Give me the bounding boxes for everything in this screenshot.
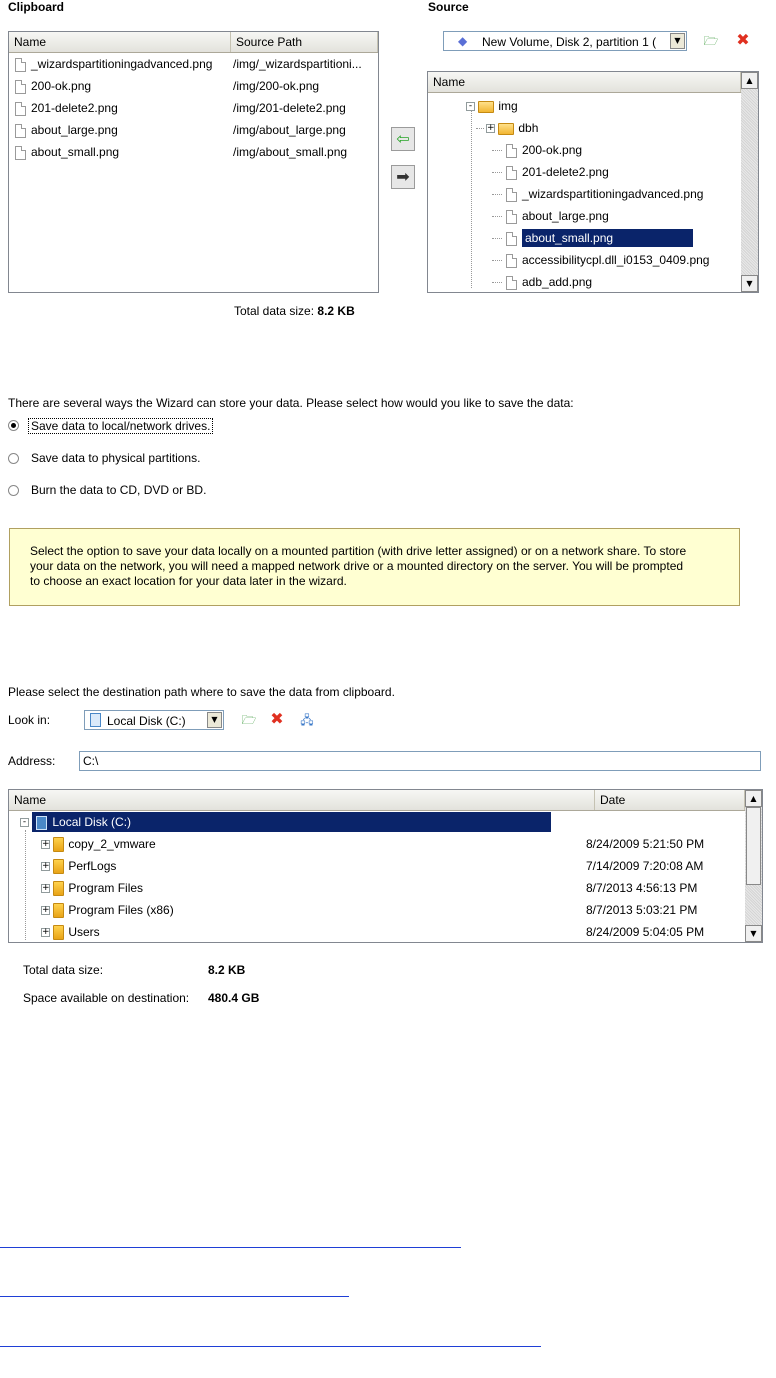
- address-value: C:\: [83, 754, 99, 768]
- drive-icon: [36, 816, 47, 830]
- file-icon: [506, 254, 517, 268]
- file-icon: [506, 210, 517, 224]
- tree-item-selected[interactable]: about_small.png: [506, 228, 693, 248]
- link-underline[interactable]: [0, 1247, 461, 1248]
- destination-scrollbar[interactable]: [745, 790, 762, 942]
- chevron-down-icon[interactable]: ▼: [207, 712, 222, 728]
- collapse-icon[interactable]: -: [20, 818, 29, 827]
- column-name[interactable]: Name: [428, 72, 741, 92]
- tree-item[interactable]: + copy_2_vmware: [42, 837, 156, 851]
- option-burn-disc-label[interactable]: Burn the data to CD, DVD or BD.: [31, 483, 207, 497]
- tree-item-img[interactable]: - img: [466, 96, 518, 116]
- tree-item[interactable]: 201-delete2.png: [506, 162, 609, 182]
- destination-tree[interactable]: [8, 789, 763, 943]
- tree-item-date: 7/14/2009 7:20:08 AM: [586, 859, 704, 873]
- storage-intro: There are several ways the Wizard can store your data. Please select how would you like to save the data:: [8, 396, 574, 410]
- scroll-thumb[interactable]: [746, 807, 761, 885]
- column-source-path[interactable]: Source Path: [231, 32, 378, 52]
- option-physical-partitions-label[interactable]: Save data to physical partitions.: [31, 451, 201, 465]
- scroll-up-icon[interactable]: ▲: [745, 790, 762, 807]
- destination-intro: Please select the destination path where to save the data from clipboard.: [8, 685, 395, 699]
- scroll-down-icon[interactable]: ▼: [745, 925, 762, 942]
- option-local-network-label[interactable]: Save data to local/network drives.: [28, 418, 213, 434]
- red-x-icon: ✖: [736, 30, 750, 49]
- file-icon: [506, 232, 517, 246]
- list-item-path: /img/201-delete2.png: [233, 101, 346, 115]
- red-x-icon: ✖: [270, 709, 284, 728]
- list-item-path: /img/200-ok.png: [233, 79, 320, 93]
- address-label: Address:: [8, 754, 56, 768]
- list-item-path: /img/about_large.png: [233, 123, 346, 137]
- expand-icon[interactable]: +: [42, 883, 50, 894]
- list-item[interactable]: 200-ok.png: [15, 76, 91, 96]
- file-icon: [506, 276, 517, 290]
- look-in-label: Look in:: [8, 713, 51, 727]
- tree-item-dbh[interactable]: + dbh: [487, 121, 539, 135]
- clipboard-title: Clipboard: [8, 0, 64, 14]
- column-date[interactable]: Date: [595, 790, 745, 810]
- scroll-up-icon[interactable]: ▲: [741, 72, 758, 89]
- clipboard-list[interactable]: [8, 31, 379, 293]
- clipboard-total: [234, 304, 355, 318]
- expand-icon[interactable]: +: [487, 123, 495, 134]
- volume-icon: ◆: [458, 34, 468, 48]
- folder-icon: [53, 903, 64, 918]
- hint-line: to choose an exact location for your data later in the wizard.: [30, 574, 347, 588]
- list-item-path: /img/_wizardspartitioni...: [233, 57, 362, 71]
- tree-item[interactable]: + Users: [42, 925, 100, 939]
- tree-item[interactable]: + PerfLogs: [42, 859, 117, 873]
- scroll-down-icon[interactable]: ▼: [741, 275, 758, 292]
- dest-total-value: 8.2 KB: [208, 963, 246, 977]
- list-item[interactable]: _wizardspartitioningadvanced.png: [15, 54, 212, 74]
- tree-item-date: 8/7/2013 4:56:13 PM: [586, 881, 698, 895]
- expand-icon[interactable]: +: [42, 839, 50, 850]
- green-left-arrow-icon: ⇦: [396, 129, 410, 148]
- list-item[interactable]: about_large.png: [15, 120, 118, 140]
- tree-item-local-disk[interactable]: [20, 812, 551, 832]
- expand-icon[interactable]: +: [42, 905, 50, 916]
- radio-local-network[interactable]: [8, 420, 19, 431]
- source-volume-select[interactable]: [443, 31, 687, 51]
- dest-total-label: Total data size:: [23, 963, 104, 977]
- look-in-select[interactable]: [84, 710, 224, 730]
- link-underline[interactable]: [0, 1346, 541, 1347]
- total-label: Total data size:: [234, 304, 315, 318]
- gray-right-arrow-icon: ➡: [396, 167, 410, 186]
- radio-burn-disc[interactable]: [8, 485, 19, 496]
- tree-item[interactable]: + Program Files: [42, 881, 144, 895]
- column-name[interactable]: Name: [9, 32, 231, 52]
- collapse-icon[interactable]: -: [466, 102, 475, 111]
- folder-icon: [478, 101, 494, 113]
- file-icon: [15, 58, 26, 72]
- source-tree[interactable]: [427, 71, 759, 293]
- file-icon: [15, 124, 26, 138]
- radio-physical-partitions[interactable]: [8, 453, 19, 464]
- add-to-clipboard-button[interactable]: [391, 127, 415, 151]
- look-in-value: Local Disk (C:): [107, 714, 186, 728]
- tree-item[interactable]: + Program Files (x86): [42, 903, 174, 917]
- tree-item-date: 8/7/2013 5:03:21 PM: [586, 903, 698, 917]
- list-item-path: /img/about_small.png: [233, 145, 348, 159]
- folder-icon: [53, 881, 64, 896]
- link-underline[interactable]: [0, 1296, 349, 1297]
- folder-icon: [53, 859, 64, 874]
- space-available-value: 480.4 GB: [208, 991, 260, 1005]
- remove-button[interactable]: [734, 31, 752, 49]
- remove-from-clipboard-button[interactable]: [391, 165, 415, 189]
- hint-line: your data on the network, you will need a mapped network drive or a mounted directory on the server. You will be prompted: [30, 559, 684, 573]
- folder-icon: [53, 925, 64, 940]
- network-drive-icon: 🖧: [300, 713, 314, 727]
- file-icon: [506, 166, 517, 180]
- network-button[interactable]: [298, 711, 316, 729]
- add-folder-icon: 🗁: [241, 713, 257, 727]
- folder-icon: [498, 123, 514, 135]
- tree-item[interactable]: accessibilitycpl.dll_i0153_0409.png: [506, 250, 709, 270]
- add-folder-icon: 🗁: [703, 34, 719, 48]
- tree-item[interactable]: 200-ok.png: [506, 140, 582, 160]
- tree-item[interactable]: about_large.png: [506, 206, 609, 226]
- add-folder-button[interactable]: [702, 32, 720, 50]
- source-volume-value: New Volume, Disk 2, partition 1 (: [482, 35, 657, 49]
- new-folder-button[interactable]: [240, 711, 258, 729]
- tree-item[interactable]: adb_add.png: [506, 272, 592, 292]
- column-name[interactable]: Name: [9, 790, 595, 810]
- list-item[interactable]: about_small.png: [15, 142, 119, 162]
- folder-icon: [53, 837, 64, 852]
- expand-icon[interactable]: +: [42, 861, 50, 872]
- tree-item[interactable]: _wizardspartitioningadvanced.png: [506, 184, 703, 204]
- space-available-label: Space available on destination:: [23, 991, 190, 1005]
- chevron-down-icon[interactable]: ▼: [670, 33, 685, 49]
- list-item[interactable]: 201-delete2.png: [15, 98, 118, 118]
- tree-item-label: Local Disk (C:): [52, 815, 132, 829]
- file-icon: [15, 146, 26, 160]
- hint-line: Select the option to save your data locally on a mounted partition (with drive letter assigned) or on a network share. To store: [30, 544, 687, 558]
- file-icon: [15, 80, 26, 94]
- drive-icon: [90, 713, 101, 727]
- delete-button[interactable]: [268, 710, 286, 728]
- total-value: 8.2 KB: [317, 304, 355, 318]
- tree-item-date: 8/24/2009 5:04:05 PM: [586, 925, 705, 939]
- file-icon: [506, 144, 517, 158]
- address-input[interactable]: [79, 751, 761, 771]
- tree-item-date: 8/24/2009 5:21:50 PM: [586, 837, 705, 851]
- source-title: Source: [428, 0, 469, 14]
- file-icon: [15, 102, 26, 116]
- source-scrollbar[interactable]: [741, 72, 758, 292]
- file-icon: [506, 188, 517, 202]
- expand-icon[interactable]: +: [42, 927, 50, 938]
- hint-panel: [9, 528, 740, 606]
